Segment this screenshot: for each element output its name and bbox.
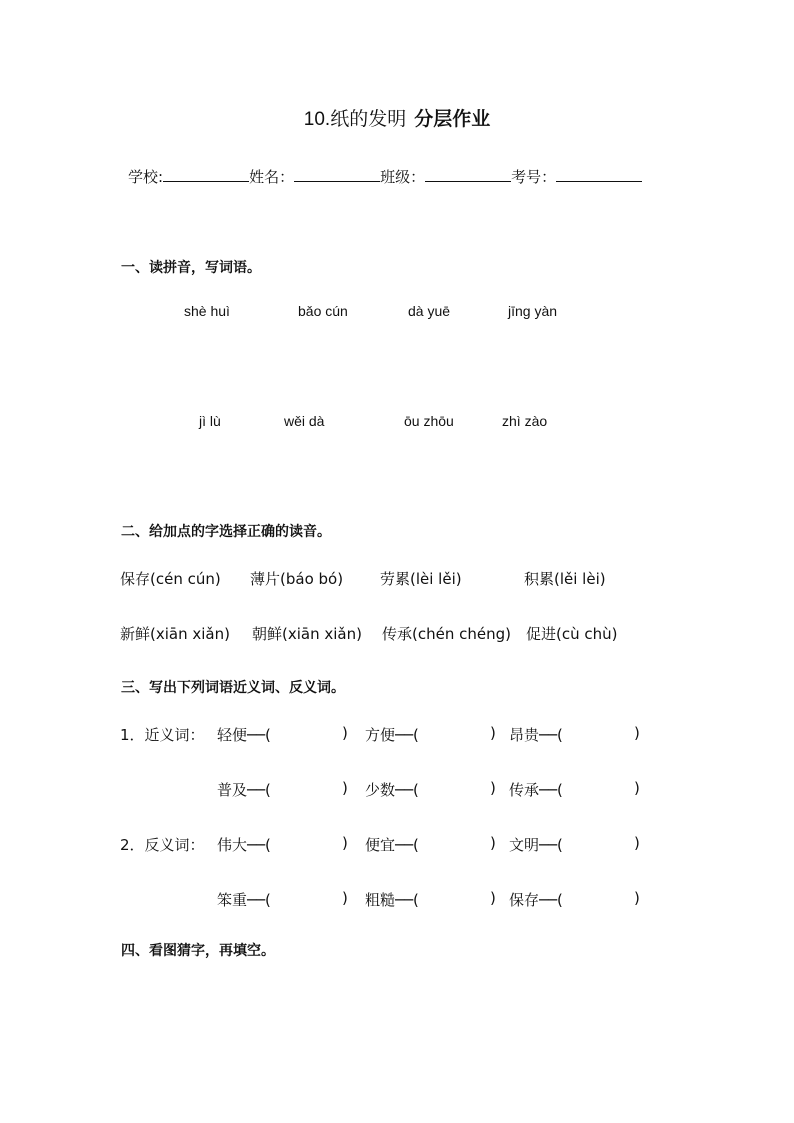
section-1-heading: 一、读拼音，写词语。 <box>121 260 261 276</box>
synonym-item: 轻便──( <box>217 726 271 744</box>
antonym-item: 粗糙──( <box>365 891 419 909</box>
close-paren: ) <box>490 889 496 907</box>
student-info-line <box>128 166 642 187</box>
class-label: 班级： <box>380 168 426 186</box>
close-paren: ) <box>490 724 496 742</box>
section-3-heading: 三、写出下列词语近义词、反义词。 <box>121 680 345 696</box>
antonym-item: 文明──( <box>509 836 563 854</box>
title-number: 10. <box>303 109 331 130</box>
antonym-item: 保存──( <box>509 891 563 909</box>
pronunciation-item: 保存(cén cún) <box>120 570 221 588</box>
pronunciation-item: 积累(lěi lèi) <box>524 570 606 588</box>
antonym-item: 便宜──( <box>365 836 419 854</box>
school-label: 学校: <box>128 168 164 186</box>
pronunciation-item: 朝鲜(xiān xiǎn) <box>252 625 362 643</box>
antonym-item: 笨重──( <box>217 891 271 909</box>
title-tag: 分层作业 <box>414 108 491 130</box>
school-blank[interactable] <box>163 167 249 182</box>
antonym-item: 伟大──( <box>217 836 271 854</box>
pronunciation-item: 新鲜(xiān xiǎn) <box>120 625 230 643</box>
pinyin-item: jīng yàn <box>508 303 558 319</box>
close-paren: ) <box>342 834 348 852</box>
close-paren: ) <box>342 779 348 797</box>
pronunciation-item: 传承(chén chéng) <box>382 625 511 643</box>
section-4-heading: 四、看图猜字，再填空。 <box>121 943 275 959</box>
page-title <box>0 104 794 131</box>
pinyin-item: wěi dà <box>284 413 325 429</box>
pinyin-item: shè huì <box>184 303 230 319</box>
pronunciation-item: 劳累(lèi lěi) <box>380 570 462 588</box>
synonym-item: 方便──( <box>365 726 419 744</box>
pinyin-item: zhì zào <box>502 413 548 429</box>
name-label: 姓名： <box>249 168 295 186</box>
synonym-item: 传承──( <box>509 781 563 799</box>
synonym-label: 1．近义词： <box>120 726 205 744</box>
synonym-item: 普及──( <box>217 781 271 799</box>
close-paren: ) <box>490 779 496 797</box>
close-paren: ) <box>342 889 348 907</box>
close-paren: ) <box>342 724 348 742</box>
pinyin-item: jì lù <box>199 413 221 429</box>
synonym-item: 少数──( <box>365 781 419 799</box>
synonym-item: 昂贵──( <box>509 726 563 744</box>
name-blank[interactable] <box>294 167 380 182</box>
pinyin-item: dà yuē <box>408 303 451 319</box>
title-lesson-name: 纸的发明 <box>330 108 407 130</box>
close-paren: ) <box>634 834 640 852</box>
close-paren: ) <box>634 724 640 742</box>
close-paren: ) <box>634 889 640 907</box>
section-2-heading: 二、给加点的字选择正确的读音。 <box>121 524 331 540</box>
class-blank[interactable] <box>425 167 511 182</box>
pinyin-item: bǎo cún <box>298 303 348 319</box>
exam-number-blank[interactable] <box>556 167 642 182</box>
close-paren: ) <box>634 779 640 797</box>
exam-label: 考号： <box>511 168 557 186</box>
pronunciation-item: 促进(cù chù) <box>526 625 618 643</box>
antonym-label: 2．反义词： <box>120 836 205 854</box>
pinyin-item: ōu zhōu <box>404 413 454 429</box>
pronunciation-item: 薄片(báo bó) <box>250 570 344 588</box>
close-paren: ) <box>490 834 496 852</box>
